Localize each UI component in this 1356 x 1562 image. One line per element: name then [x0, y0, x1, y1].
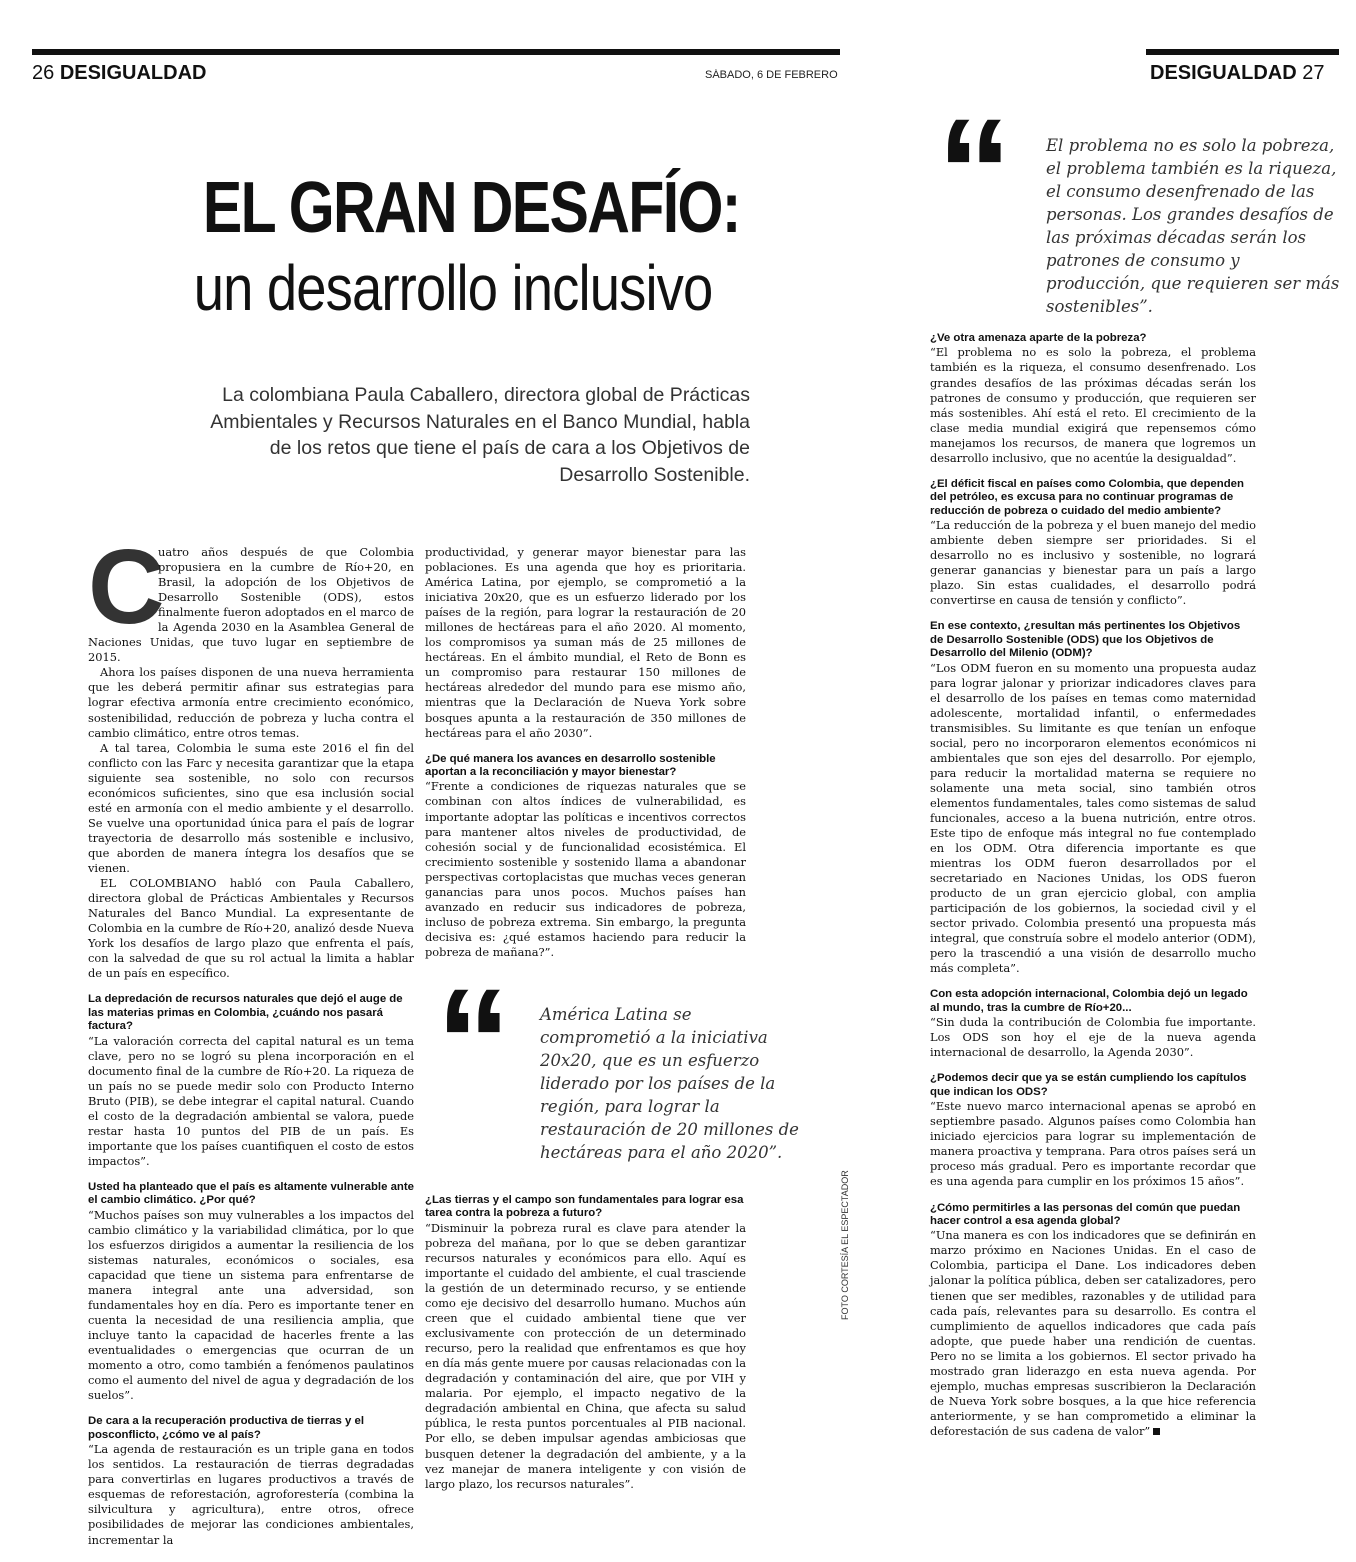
quote-mark-icon: “: [937, 87, 1012, 255]
left-page-number: 26: [32, 62, 55, 84]
body-paragraph: A tal tarea, Colombia le suma este 2016 el fin del conflicto con las Farc y necesita garantizar que la etapa siguiente sea sostenible, no solo con recursos económicos suficientes, sino que esa inclusión social esté en armonía con el medio ambiente y el desarrollo. Se vuelve una oportunidad única para el país de lograr trayectoria de desarrollo más sostenible e inclusivo, que aborden de manera íntegra los desafíos que se vienen.: [88, 740, 414, 875]
body-paragraph: “La agenda de restauración es un triple gana en todos los sentidos. La restauración de tierras degradadas para convertirlas en lugares productivos a través de esquemas de reforestación, agroforestería (combina la silvicultura y agricultura), entre otros, ofrece posibilidades de mejorar las condiciones ambientales, incrementar la: [88, 1442, 414, 1547]
headline: EL GRAN DESAFÍO:: [202, 168, 740, 248]
body-paragraph: “Muchos países son muy vulnerables a los impactos del cambio climático y la variabilidad climática, por lo que los esfuerzos dirigidos a aumentar la resiliencia de los sistemas naturales, económicos o sociales, esa capacidad que tiene un sistema para enfrentarse de manera integral ante una adversidad, son fundamentales hoy en día. Pero es importante tener en cuenta la necesidad de una resiliencia amplia, que incluye tanto la capacidad de hacerles frente a las eventualidades o emergencias que ocurran de un momento a otro, como también a fenómenos paulatinos como el aumento del nivel de agua y degradación de los suelos”.: [88, 1207, 414, 1403]
body-paragraph: “Los ODM fueron en su momento una propuesta audaz para lograr jalonar y priorizar indicadores claves para el desarrollo de los países en temas como maternidad adolescente, mortalidad infantil, o enfermedades transmisibles. Su limitante es que tenían un enfoque social, pero no incorporaron elementos económicos ni ambientales que son ejes del desarrollo. Por ejemplo, para reducir la mortalidad materna se requiere no solamente una meta social, sino también otros elementos fundamentales, tales como sistemas de salud funcionales, acceso a la buena nutrición, entre otros. Este tipo de enfoque más integral no fue contemplado en los ODM. Otra diferencia importante es que mientras los ODM fueron desarrollados por el secretariado en Naciones Unidas, los ODS fueron producto de un gran ejercicio global, con amplia participación de los gobiernos, la sociedad civil y el sector privado. Colombia presentó una propuesta más integral, que construía sobre el modelo anterior (ODM), pero la trascendió a una visión de desarrollo mucho más completa”.: [930, 660, 1256, 976]
interview-question: ¿Cómo permitirles a las personas del común que puedan hacer control a esa agenda global?: [930, 1201, 1241, 1227]
body-paragraph: “La reducción de la pobreza y el buen manejo del medio ambiente deben siempre ser prioridades. Si el desarrollo no es inclusivo y sostenible, no logrará generar ganancias y bienestar para un país a largo plazo. Sin estas cualidades, el desarrollo podrá convertirse en causa de tensión y conflicto”.: [930, 518, 1256, 608]
interview-question: De cara a la recuperación productiva de tierras y el posconflicto, ¿cómo ve al país?: [88, 1415, 365, 1441]
body-paragraph: “Este nuevo marco internacional apenas se aprobó en septiembre pasado. Algunos países como Colombia han iniciado ejercicios para lograr su implementación de manera proactiva y temprana. Para otros países será un proceso más gradual. Pero es importante recordar que es una agenda para cumplir en los próximos 15 años”.: [930, 1099, 1256, 1189]
end-of-article-icon: [1153, 1428, 1160, 1435]
interview-question: ¿Podemos decir que ya se están cumpliendo los capítulos que indican los ODS?: [930, 1072, 1247, 1098]
left-page-header: [32, 62, 206, 85]
headline-subtitle: un desarrollo inclusivo: [193, 252, 713, 324]
drop-cap: C: [88, 528, 165, 646]
article-column-2-top: [425, 545, 746, 960]
photo-credit: FOTO CORTESÍA EL ESPECTADOR: [840, 1170, 850, 1320]
body-paragraph: “Disminuir la pobreza rural es clave para atender la pobreza del mañana, por lo que se deben garantizar recursos naturales y económicos para ello. Aquí es importante el cuidado del ambiente, el cual trasciende la gestión de un determinado recurso, y se entiende como eje decisivo del desarrollo humano. Muchos aún creen que el cuidado ambiental tiene que ver exclusivamente con protección de un determinado recurso, pero la realidad que enfrentamos es que hoy en día más gente muere por causas relacionadas con la degradación y contaminación del aire, que por VIH y malaria. Por ejemplo, el impacto negativo de la degradación ambiental en China, que afecta su salud pública, le resta puntos porcentuales al PIB nacional. Por ello, se deben impulsar agendas ambiciosas que busquen detener la degradación del ambiente, y a la vez manejar de manera inteligente y con visión de largo plazo, los recursos naturales”.: [425, 1220, 746, 1491]
interview-question: Usted ha planteado que el país es altamente vulnerable ante el cambio climático. ¿Por qué?: [88, 1181, 415, 1207]
body-paragraph: uatro años después de que Colombia propusiera en la cumbre de Río+20, en Brasil, la adopción de los Objetivos de Desarrollo Sostenible (ODS), estos finalmente fueron adoptados en el marco de la Agenda 2030 en la Asamblea General de Naciones Unidas, que tuvo lugar en septiembre de 2015.: [88, 545, 414, 665]
body-paragraph: “Frente a condiciones de riquezas naturales que se combinan con altos índices de vulnerabilidad, es importante adoptar las políticas e incentivos correctos para mantener altos niveles de productividad, de cohesión social y de funcionalidad ecosistémica. El crecimiento sostenible y sostenido llama a abandonar perspectivas cortoplacistas que muchas veces generan ganancias para unos pocos. Muchos países han avanzado en reducir sus indicadores de pobreza, incluso de pobreza extrema. Sin embargo, la pregunta decisiva es: ¿qué estamos haciendo para reducir la pobreza de mañana?”.: [425, 779, 746, 959]
issue-date: SÁBADO, 6 DE FEBRERO: [705, 69, 838, 81]
interview-question: ¿El déficit fiscal en países como Colombia, que dependen del petróleo, es excusa para no continuar programas de reducción de pobreza o cuidado del medio ambiente?: [930, 477, 1244, 517]
article-column-3: [930, 332, 1256, 1439]
article-column-2-bottom: [425, 1182, 746, 1492]
right-page-number: 27: [1302, 62, 1325, 84]
interview-question: En ese contexto, ¿resultan más pertinentes los Objetivos de Desarrollo Sostenible (ODS) que los Objetivos de Desarrollo del Milenio (ODM)?: [930, 620, 1241, 660]
article-column-1: [88, 528, 415, 1548]
body-paragraph: “Una manera es con los indicadores que se definirán en marzo próximo en Naciones Unidas. En el caso de Colombia, participa el Dane. Los indicadores deben jalonar la política pública, deben ser catalizadores, pero tienen que ser medibles, razonables y de utilidad para cada país, relevantes para su desarrollo. Es contra el cumplimiento de aquellos indicadores que cada país adopte, que puede haber una rendición de cuentas. Pero no se limita a los gobiernos. El sector privado ha mostrado gran liderazgo en esta nueva agenda. Por ejemplo, muchas empresas suscribieron la Declaración de Nueva York sobre bosques, a la que hice referencia anteriormente, y se han comprometido a eliminar la deforestación de sus cadena de valor”: [930, 1228, 1256, 1438]
quote-mark-icon: “: [436, 957, 511, 1125]
top-rule-left: [32, 49, 840, 55]
interview-question: ¿Ve otra amenaza aparte de la pobreza?: [930, 332, 1147, 344]
top-rule-right: [1146, 49, 1339, 55]
body-paragraph: “La valoración correcta del capital natural es un tema clave, pero no se logró su plena incorporación en el documento final de la cumbre de Río+20. La riqueza de un país no se puede medir solo con Producto Interno Bruto (PIB), se debe integrar el capital natural. Cuando el costo de la degradación ambiental se valora, puede restar hasta 10 puntos del PIB de un país. Es importante que los países cuantifiquen el costo de estos impactos”.: [88, 1033, 414, 1168]
right-page-header: [1150, 62, 1324, 85]
body-paragraph: productividad, y generar mayor bienestar para las poblaciones. Es una agenda que hoy es prioritaria. América Latina, por ejemplo, se comprometió a la iniciativa 20x20, que es un esfuerzo liderado por los países de la región, para lograr la restauración de 20 millones de hectáreas para el año 2020. Al momento, los compromisos ya suman más de 25 millones de hectáreas. En el ámbito mundial, el Reto de Bonn es un compromiso para restaurar 150 millones de hectáreas alrededor del mundo para ese mismo año, mientras que la Declaración de Nueva York sobre bosques apunta a la restauración de 350 millones de hectáreas para el año 2030”.: [425, 545, 746, 740]
body-paragraph: EL COLOMBIANO habló con Paula Caballero, directora global de Prácticas Ambientales y Recursos Naturales del Banco Mundial. La expresentante de Colombia en la cumbre de Río+20, analizó desde Nueva York los desafíos de largo plazo que enfrenta el país, con la salvedad de que su rol actual la limita a hablar de un país en específico.: [88, 876, 414, 981]
article-lead: La colombiana Paula Caballero, directora global de Prácticas Ambientales y Recursos Naturales en el Banco Mundial, habla de los retos que tiene el país de cara a los Objetivos de Desarrollo Sostenible.: [210, 384, 750, 486]
interview-question: Con esta adopción internacional, Colombia dejó un legado al mundo, tras la cumbre de Río+20...: [930, 988, 1248, 1014]
interview-question: ¿De qué manera los avances en desarrollo sostenible aportan a la reconciliación y mayor bienestar?: [425, 752, 716, 779]
pull-quote-right: El problema no es solo la pobreza, el problema también es la riqueza, el consumo desenfrenado de las personas. Los grandes desafíos de las próximas décadas serán los patrones de consumo y producción, que requieren ser más sostenibles”.: [1046, 136, 1340, 316]
pull-quote-left: América Latina se comprometió a la iniciativa 20x20, que es un esfuerzo liderado por los países de la región, para lograr la restauración de 20 millones de hectáreas para el año 2020”.: [540, 1005, 799, 1162]
body-paragraph: “Sin duda la contribución de Colombia fue importante. Los ODS son hoy el eje de la nueva agenda internacional de desarrollo, la Agenda 2030”.: [930, 1015, 1256, 1060]
right-section-name: DESIGUALDAD: [1150, 62, 1297, 84]
body-paragraph: Ahora los países disponen de una nueva herramienta que les deberá permitir afinar sus estrategias para lograr efectiva armonía entre crecimiento económico, sostenibilidad, reducción de pobreza y lucha contra el cambio climático, entre otros temas.: [88, 665, 414, 740]
interview-question: ¿Las tierras y el campo son fundamentales para lograr esa tarea contra la pobreza a futuro?: [425, 1194, 744, 1220]
interview-question: La depredación de recursos naturales que dejó el auge de las materias primas en Colombia, ¿cuándo nos pasará factura?: [88, 993, 403, 1033]
left-section-name: DESIGUALDAD: [59, 62, 207, 84]
body-paragraph: “El problema no es solo la pobreza, el problema también es la riqueza, el consumo desenfrenado. Los grandes desafíos de las próximas décadas serán los patrones de consumo y producción, que requieren ser más sostenibles. Ahí está el reto. El crecimiento de la clase media mundial exigirá que repensemos cómo manejamos los recursos, de manera que logremos un desarrollo inclusivo, que no acentúe la desigualdad”.: [930, 345, 1256, 465]
